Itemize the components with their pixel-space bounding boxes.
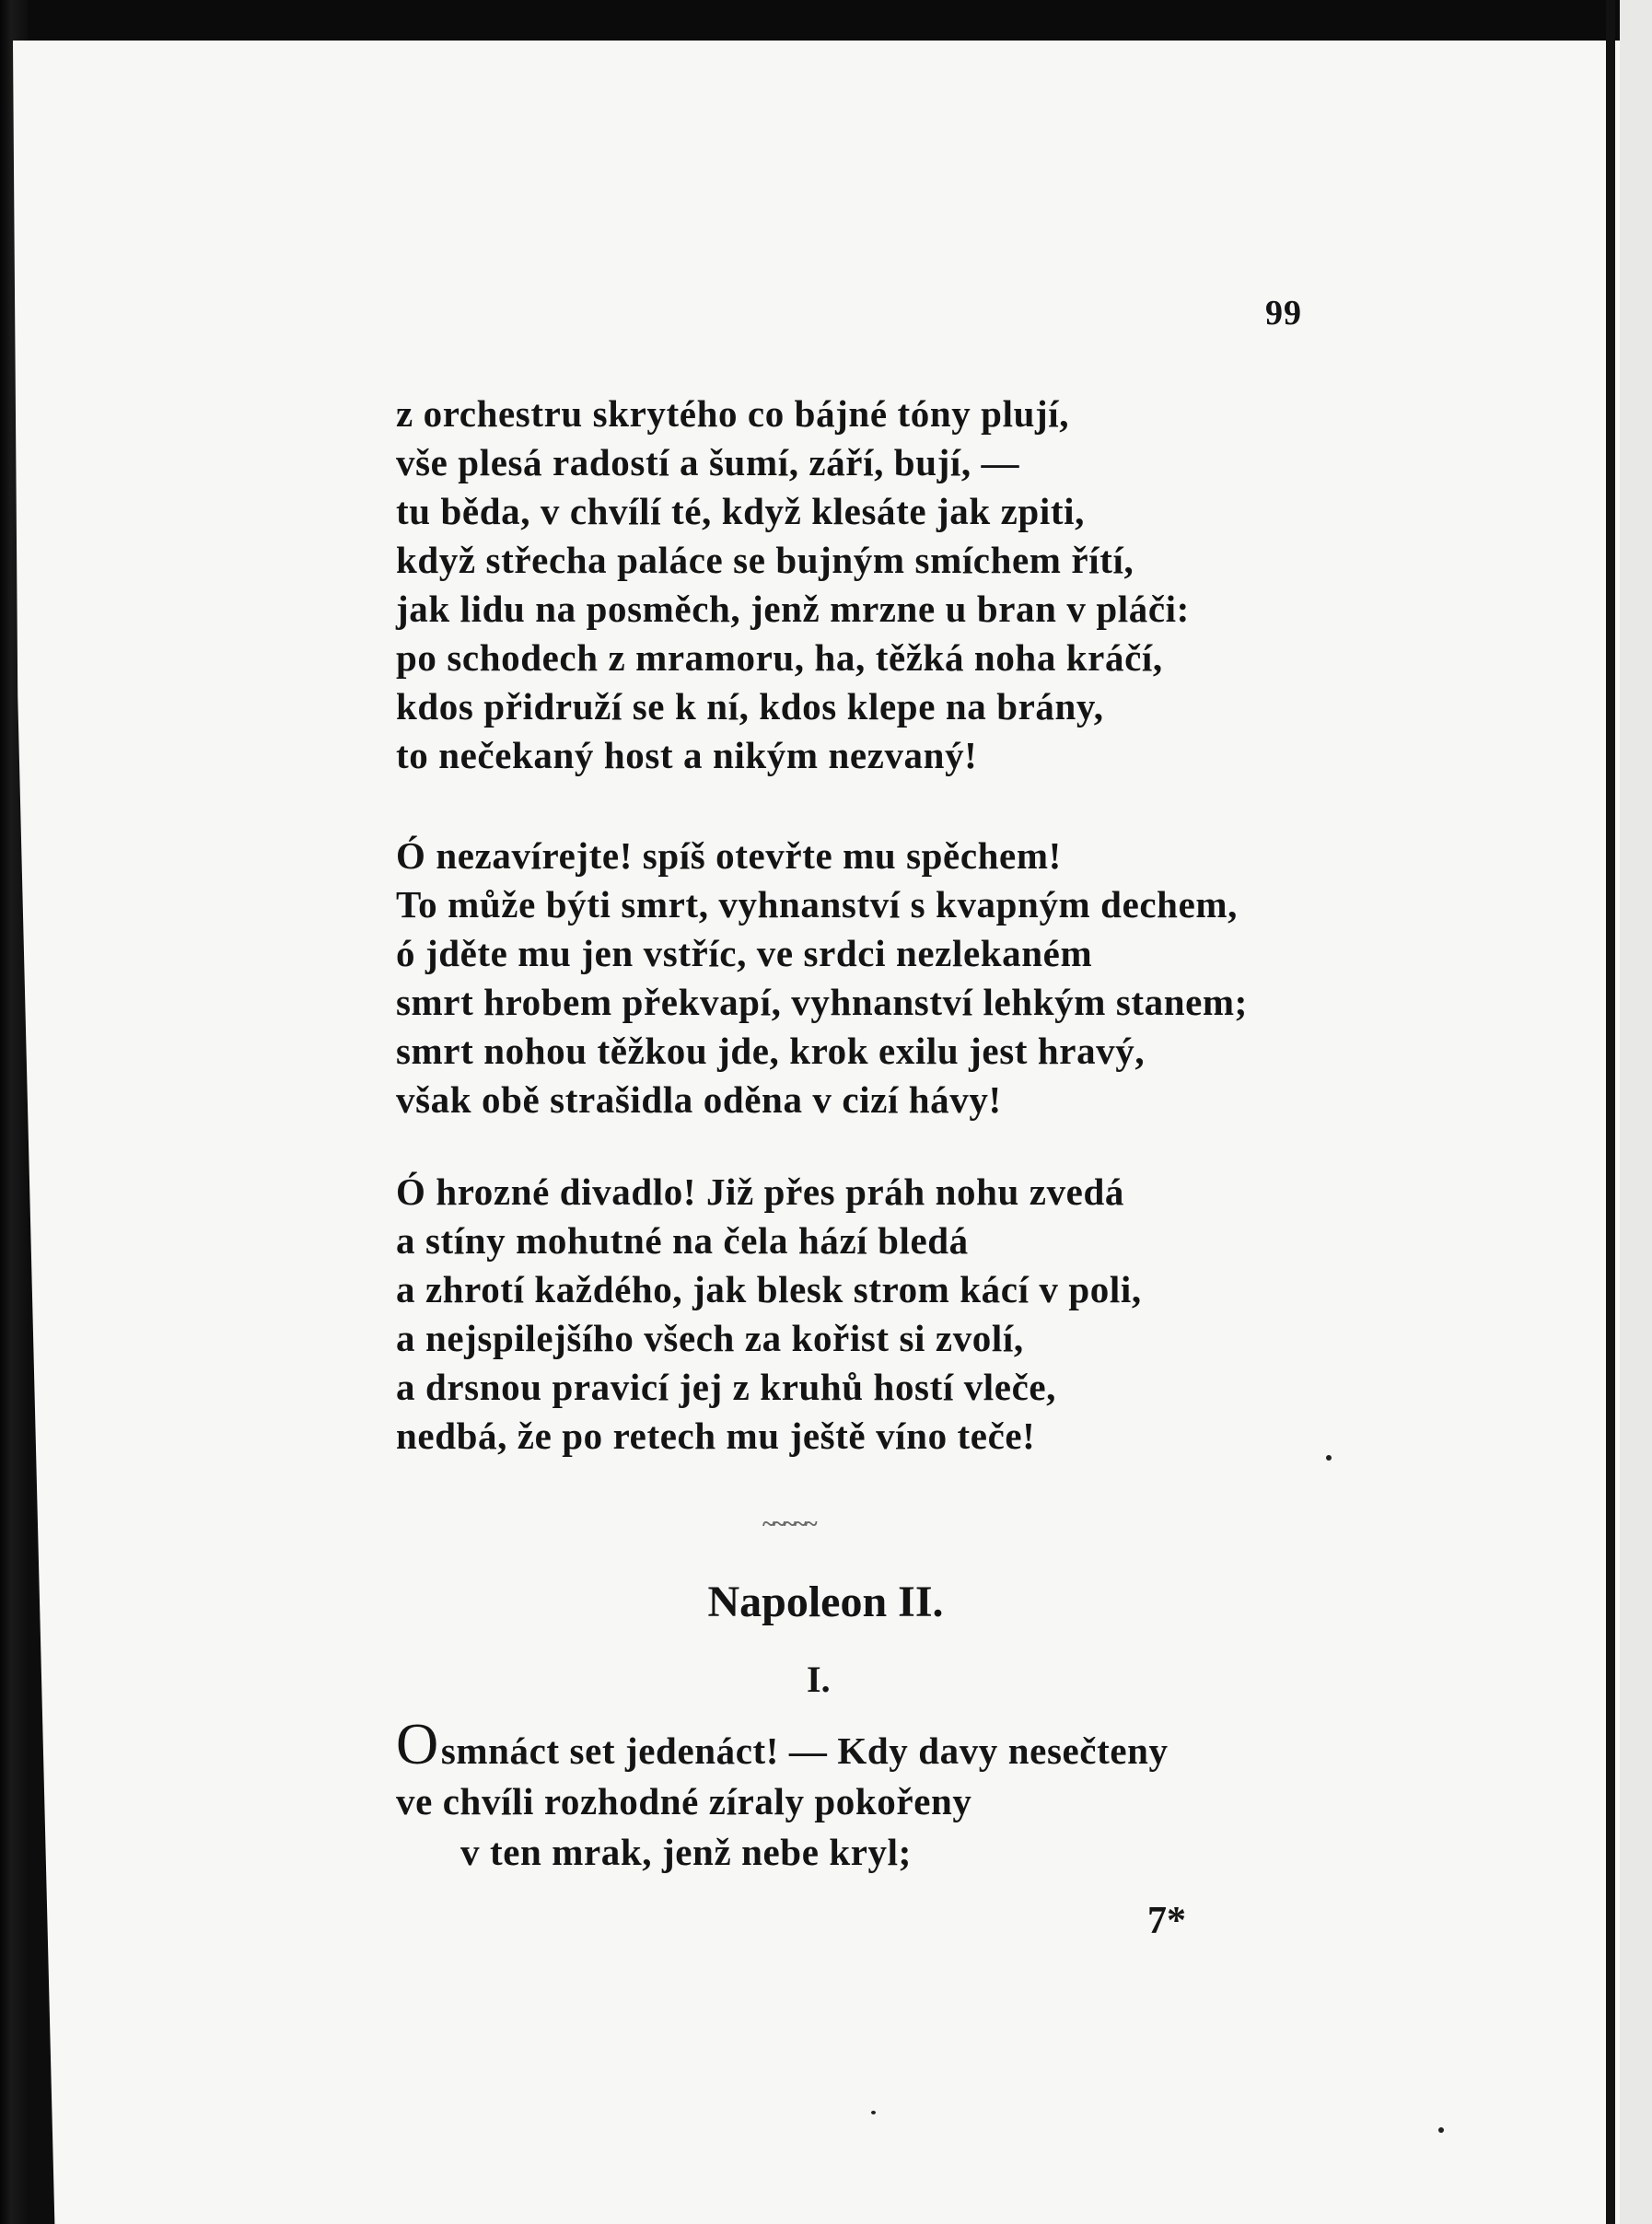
verse-line: však obě strašidla oděna v cizí hávy! [396, 1078, 1002, 1121]
verse-line: nedbá, že po retech mu ještě víno teče! [396, 1415, 1036, 1457]
verse-line: vše plesá radostí a šumí, září, bují, — [396, 441, 1020, 483]
verse-line-first [396, 1711, 1169, 1776]
section-number: I. [807, 1659, 831, 1700]
verse-line: To může býti smrt, vyhnanství s kvapným dechem, [396, 883, 1238, 926]
verse-line: když střecha paláce se bujným smíchem řítí, [396, 539, 1134, 581]
verse-line: z orchestru skrytého co bájné tóny plují, [396, 392, 1070, 435]
verse-line: po schodech z mramoru, ha, těžká noha kráčí, [396, 636, 1163, 679]
scan-right-margin [1620, 0, 1652, 2224]
section-ornament: ~~~~~ [762, 1510, 816, 1537]
verse-line: a drsnou pravicí jej z kruhů hostí vleče, [396, 1366, 1057, 1408]
scan-speck [1438, 2127, 1444, 2133]
verse-line: Ó hrozné divadlo! Již přes práh nohu zvedá [396, 1170, 1124, 1213]
scan-top-border [0, 0, 1652, 41]
scan-speck [871, 2111, 876, 2114]
verse-line: a stíny mohutné na čela hází bledá [396, 1219, 969, 1262]
stanza-1 [396, 390, 1190, 780]
verse-line: tu běda, v chvílí té, když klesáte jak zpiti, [396, 490, 1085, 532]
verse-line: to nečekaný host a nikým nezvaný! [396, 734, 978, 776]
first-line-text: smnáct set jedenáct! — Kdy davy nesečteny [440, 1729, 1169, 1772]
verse-line: ve chvíli rozhodné zíraly pokořeny [396, 1780, 972, 1822]
poem-title-text: Napoleon II. [707, 1578, 944, 1626]
verse-line: smrt hrobem překvapí, vyhnanství lehkým stanem; [396, 981, 1248, 1023]
page-number: 99 [1265, 294, 1302, 332]
verse-line: ó jděte mu jen vstříc, ve srdci nezlekaném [396, 932, 1093, 974]
book-page [13, 41, 1620, 2224]
signature-mark: 7* [1147, 1900, 1186, 1942]
poem-title [0, 1577, 1652, 1627]
poem-opening-stanza [396, 1711, 1169, 1878]
verse-line-indented: v ten mrak, jenž nebe kryl; [460, 1831, 912, 1873]
verse-line: kdos přidruží se k ní, kdos klepe na brány, [396, 685, 1104, 728]
stanza-2 [396, 832, 1248, 1124]
page-right-edge [1606, 0, 1615, 2224]
verse-line: a zhrotí každého, jak blesk strom kácí v poli, [396, 1268, 1142, 1310]
drop-cap: O [396, 1711, 439, 1776]
verse-line: Ó nezavírejte! spíš otevřte mu spěchem! [396, 834, 1062, 877]
stanza-3 [396, 1168, 1142, 1461]
verse-line: smrt nohou těžkou jde, krok exilu jest hravý, [396, 1030, 1146, 1072]
verse-line: jak lidu na posměch, jenž mrzne u bran v pláči: [396, 588, 1190, 630]
verse-line: a nejspilejšího všech za kořist si zvolí, [396, 1317, 1024, 1359]
scan-speck [1326, 1455, 1332, 1461]
